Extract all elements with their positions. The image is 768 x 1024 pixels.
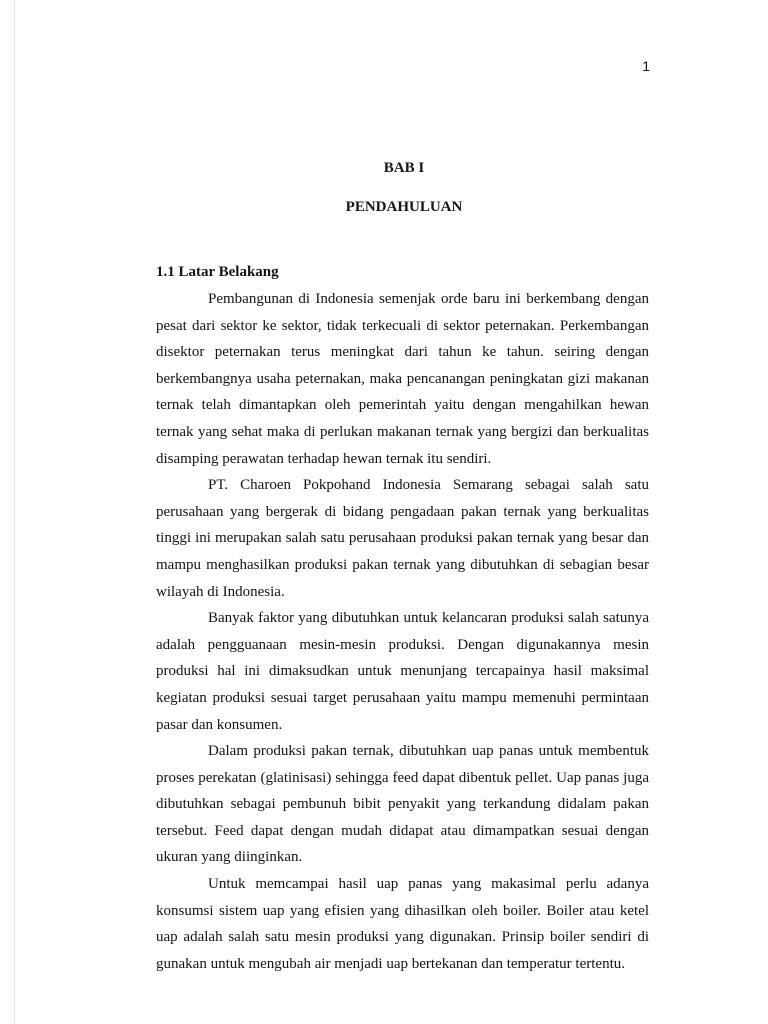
paragraph: Pembangunan di Indonesia semenjak orde baru ini berkembang dengan pesat dari sektor ke sektor, tidak terkecuali di sektor peternakan. Perkembangan disektor peternakan terus meningkat dari tahun ke tahun. seiring dengan berkembangnya usaha peternakan, maka pencanangan peningkatan gizi makanan ternak telah dimantapkan oleh pemerintah yaitu dengan mengahilkan hewan ternak yang sehat maka di perlukan makanan ternak yang bergizi dan berkualitas disamping perawatan terhadap hewan ternak itu sendiri. [156,291,649,467]
paragraph: PT. Charoen Pokpohand Indonesia Semarang sebagai salah satu perusahaan yang bergerak di bidang pengadaan pakan ternak yang berkualitas tinggi ini merupakan salah satu perusahaan produksi pakan ternak yang besar dan mampu menghasilkan produksi pakan ternak yang dibutuhkan di sebagian besar wilayah di Indonesia. [156,477,649,600]
paragraph: Banyak faktor yang dibutuhkan untuk kelancaran produksi salah satunya adalah pengguanaan mesin-mesin produksi. Dengan digunakannya mesin produksi hal ini dimaksudkan untuk menunjang tercapainya hasil maksimal kegiatan produksi sesuai target perusahaan yaitu mampu memenuhi permintaan pasar dan konsumen. [156,610,649,733]
page-edge-divider [14,0,15,1024]
paragraph: Dalam produksi pakan ternak, dibutuhkan uap panas untuk membentuk proses perekatan (glatinisasi) sehingga feed dapat dibentuk pellet. Uap panas juga dibutuhkan sebagai pembunuh bibit penyakit yang terkandung didalam pakan tersebut. Feed dapat dengan mudah didapat atau dimampatkan sesuai dengan ukuran yang diinginkan. [156,743,649,866]
chapter-label: BAB I [383,160,425,176]
chapter-title: PENDAHULUAN [345,199,463,215]
paragraph: Untuk memcampai hasil uap panas yang makasimal perlu adanya konsumsi sistem uap yang efisien yang dihasilkan oleh boiler. Boiler atau ketel uap adalah salah satu mesin produksi yang digunakan. Prinsip boiler sendiri di gunakan untuk mengubah air menjadi uap bertekanan dan temperatur tertentu. [156,876,649,972]
section-heading: 1.1 Latar Belakang [156,264,279,280]
body-text [156,286,649,977]
page-number: 1 [642,58,650,74]
